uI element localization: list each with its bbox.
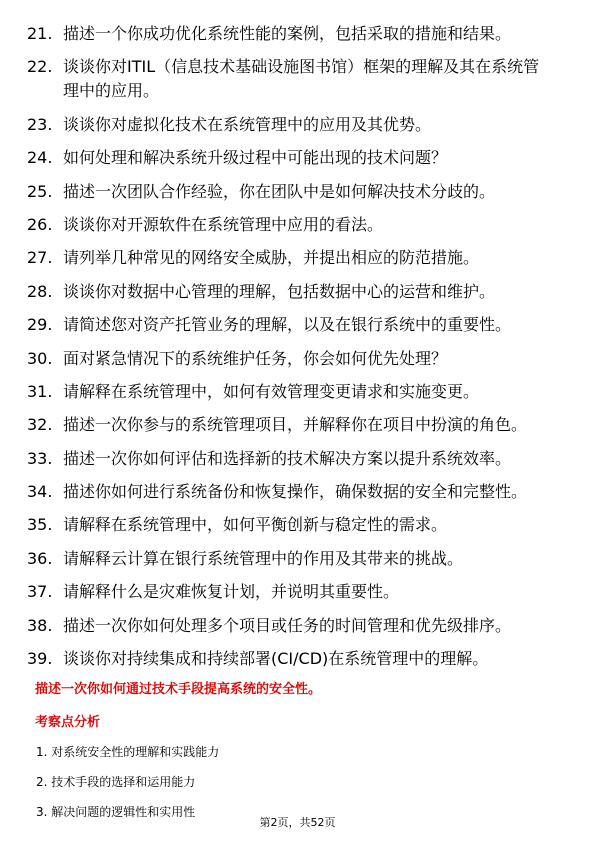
analysis-point: 1. 对系统安全性的理解和实践能力: [36, 745, 220, 759]
analysis-block: [35, 681, 565, 834]
question-text: 谈谈你对开源软件在系统管理中应用的看法。: [63, 214, 384, 234]
question-item: [0, 580, 548, 604]
question-item: [0, 313, 548, 337]
question-number: 38.: [27, 615, 53, 635]
question-number: 39.: [27, 649, 53, 669]
question-number: 26.: [27, 214, 53, 234]
question-text: 描述一次团队合作经验，你在团队中是如何解决技术分歧的。: [63, 181, 496, 201]
question-text: 描述一个你成功优化系统性能的案例，包括采取的措施和结果。: [63, 24, 512, 43]
question-item: [0, 547, 548, 571]
question-item: [0, 447, 548, 471]
question-item: [0, 280, 548, 304]
question-text: 谈谈你对虚拟化技术在系统管理中的应用及其优势。: [63, 114, 432, 134]
question-number: 24.: [27, 148, 53, 168]
question-item: [0, 513, 548, 537]
question-number: 27.: [27, 248, 53, 268]
question-text: 请解释云计算在银行系统管理中的作用及其带来的挑战。: [63, 548, 464, 568]
question-item: [0, 22, 548, 46]
question-text: 谈谈你对ITIL（信息技术基础设施图书馆）框架的理解及其在系统管理中的应用。: [63, 57, 540, 101]
question-item: [0, 480, 548, 504]
question-item: [0, 246, 548, 270]
question-number: 36.: [27, 548, 53, 568]
question-text: 描述一次你如何处理多个项目或任务的时间管理和优先级排序。: [63, 615, 512, 635]
question-list: [0, 22, 595, 680]
question-number: 29.: [27, 315, 53, 335]
question-text: 如何处理和解决系统升级过程中可能出现的技术问题？: [63, 148, 448, 168]
question-number: 21.: [27, 24, 53, 43]
question-item: [0, 413, 548, 437]
question-text: 描述一次你参与的系统管理项目，并解释你在项目中扮演的角色。: [63, 415, 528, 435]
question-item: [0, 614, 548, 638]
question-text: 描述一次你如何评估和选择新的技术解决方案以提升系统效率。: [63, 448, 512, 468]
question-item: [0, 55, 548, 103]
question-text: 请简述您对资产托管业务的理解，以及在银行系统中的重要性。: [63, 315, 512, 335]
question-item: [0, 146, 548, 170]
question-number: 33.: [27, 448, 53, 468]
question-number: 23.: [27, 114, 53, 134]
question-number: 30.: [27, 348, 53, 368]
question-text: 描述你如何进行系统备份和恢复操作，确保数据的安全和完整性。: [63, 482, 528, 502]
question-number: 37.: [27, 582, 53, 602]
question-item: [0, 347, 548, 371]
question-item: [0, 380, 548, 404]
question-item: [0, 647, 548, 671]
question-item: [0, 213, 548, 237]
analysis-point: 2. 技术手段的选择和运用能力: [36, 775, 196, 789]
question-number: 28.: [27, 281, 53, 301]
question-number: 34.: [27, 482, 53, 502]
question-number: 35.: [27, 515, 53, 535]
question-text: 谈谈你对数据中心管理的理解，包括数据中心的运营和维护。: [63, 281, 496, 301]
question-text: 请解释在系统管理中，如何有效管理变更请求和实施变更。: [63, 381, 480, 401]
question-text: 请列举几种常见的网络安全威胁，并提出相应的防范措施。: [63, 248, 480, 268]
question-number: 25.: [27, 181, 53, 201]
question-item: [0, 180, 548, 204]
question-text: 请解释在系统管理中，如何平衡创新与稳定性的需求。: [63, 515, 448, 535]
analysis-title: 考察点分析: [35, 715, 101, 730]
question-item: [0, 113, 548, 137]
question-number: 31.: [27, 381, 53, 401]
question-number: 32.: [27, 415, 53, 435]
question-text: 面对紧急情况下的系统维护任务，你会如何优先处理？: [63, 348, 448, 368]
question-number: 22.: [27, 57, 53, 77]
page-footer: 第2页，共52页: [259, 816, 336, 829]
question-text: 请解释什么是灾难恢复计划，并说明其重要性。: [63, 582, 400, 602]
analysis-point: 3. 解决问题的逻辑性和实用性: [36, 805, 196, 819]
question-text: 谈谈你对持续集成和持续部署(CI/CD)在系统管理中的理解。: [63, 649, 489, 669]
highlight-question: 描述一次你如何通过技术手段提高系统的安全性。: [35, 682, 322, 697]
